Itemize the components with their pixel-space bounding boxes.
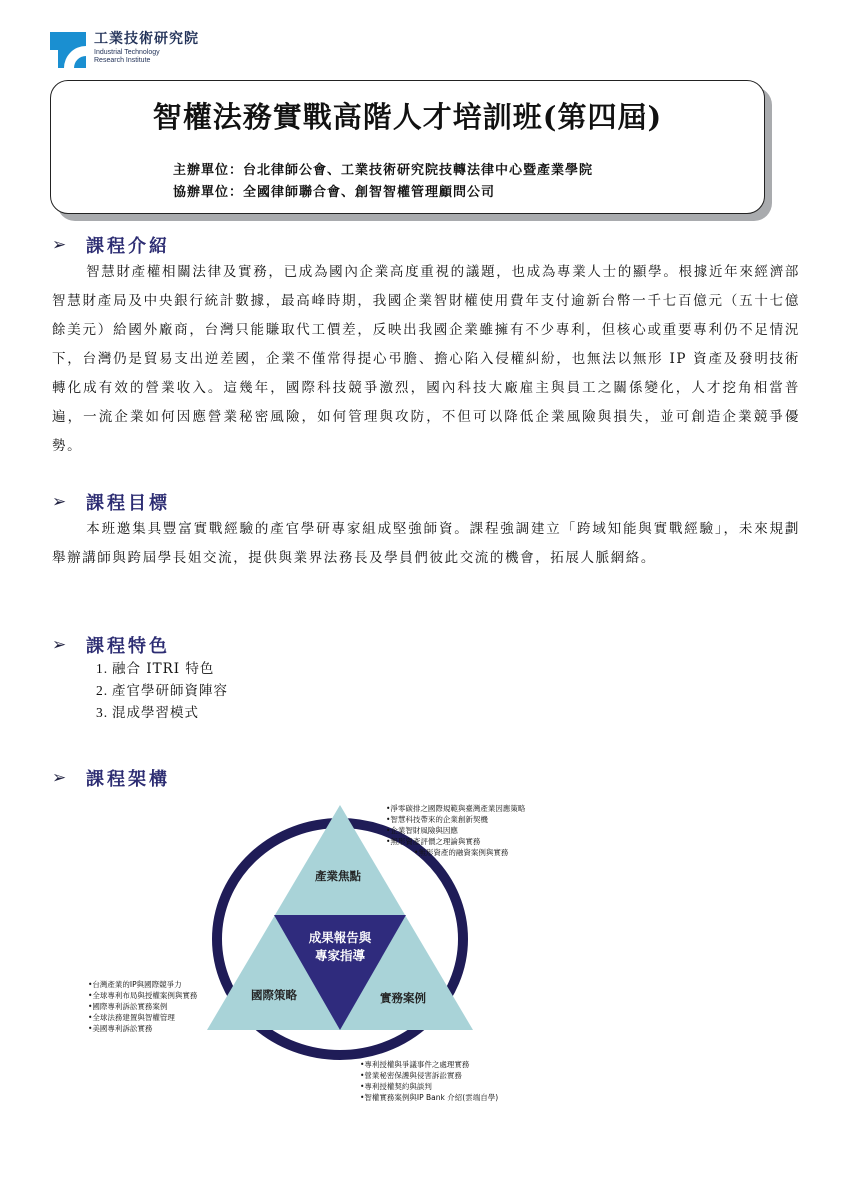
list-item: 3. 混成學習模式 [96,702,228,724]
section-heading-goals [52,489,170,515]
goals-heading: 課程目標 [86,493,170,514]
logo-name-en-line1: Industrial Technology [94,49,160,56]
list-item: 2. 產官學研師資陣容 [96,680,228,702]
arrow-bullet-icon: ➢ [52,235,67,255]
arrow-bullet-icon: ➢ [52,635,67,655]
center-label-line2: 專家指導 [314,948,366,963]
section-heading-intro [52,232,170,258]
bottom-bullet: •專利授權契約與談判 [360,1082,432,1091]
arrow-bullet-icon: ➢ [52,768,67,788]
feature-text: 產官學研師資陣容 [112,683,228,699]
bottom-bullet: •營業秘密保護與侵害訴訟實務 [360,1071,462,1080]
itri-logo [50,32,199,68]
features-list [96,658,228,724]
intro-body: 智慧財產權相關法律及實務，已成為國內企業高度重視的議題，也成為專業人士的顯學。根據近年來經濟部智慧財產局及中央銀行統計數據，最高峰時期，我國企業智財權使用費年支付逾新台幣一千七百億元（五十七億餘美元）給國外廠商，台灣只能賺取代工價差，反映出我國企業雖擁有不少專利，但核心或重要專利仍不足情況下，台灣仍是貿易支出逆差國，企業不僅常得提心弔膽、擔心陷入侵權糾紛，也無法以無形 IP 資產及發明技術轉化成有效的營業收入。這幾年，國際科技競爭激烈，國內科技大廠雇主與員工之關係變化，人才挖角相當普遍，一流企業如何因應營業秘密風險，如何管理與攻防，不但可以降低企業風險與損失，並可創造企業競爭優勢。 [52,264,800,454]
section-heading-features [52,632,170,658]
intro-heading: 課程介紹 [86,236,170,257]
logo-name-en-line2: Research Institute [94,57,151,64]
center-label-line1: 成果報告與 [308,930,372,945]
feature-text: 融合 ITRI 特色 [112,661,215,677]
bottom-bullet: •專利授權與爭議事件之處理實務 [360,1060,470,1069]
top-bullet: •淨零碳排之國際規範與臺灣產業因應策略 [386,804,526,813]
top-bullet: •智慧科技帶來的企業創新契機 [386,815,488,824]
intro-paragraph [52,258,800,461]
course-title: 智權法務實戰高階人才培訓班(第四屆) [152,100,663,134]
title-box [50,80,765,214]
top-bullet: •無形資產的融資案例與實務 [414,848,509,857]
itri-logo-icon [50,32,86,68]
goals-body: 本班邀集具豐富實戰經驗的產官學研專家組成堅強師資。課程強調建立「跨域知能與實戰經驗」，未來規劃舉辦講師與跨屆學長姐交流，提供與業界法務長及學員們彼此交流的機會，拓展人脈網絡。 [52,521,800,566]
goals-paragraph [52,515,800,573]
co-organizer-line: 協辦單位：全國律師聯合會、創智智權管理顧問公司 [173,185,496,200]
left-bullet: •美國專利訴訟實務 [88,1024,153,1033]
left-label: 國際策略 [251,988,297,1002]
list-item: 1. 融合 ITRI 特色 [96,658,228,680]
top-bullet: •無形資產評價之理論與實務 [386,837,481,846]
organizer-line: 主辦單位：台北律師公會、工業技術研究院技轉法律中心暨產業學院 [173,163,594,178]
arrow-bullet-icon: ➢ [52,492,67,512]
structure-heading: 課程架構 [86,769,170,790]
left-bullet: •全球專利布局與授權案例與實務 [88,991,198,1000]
left-bullet: •全球法務建置與智權管理 [88,1013,175,1022]
features-heading: 課程特色 [86,636,170,657]
left-bullet: •台灣產業的IP與國際競爭力 [88,980,182,989]
logo-name-cn: 工業技術研究院 [94,31,199,47]
bottom-bullet: •智權實務案例與IP Bank 介紹(雲端自學) [360,1093,499,1102]
left-bullet: •國際專利訴訟實務案例 [88,1002,168,1011]
course-structure-diagram [0,790,843,1120]
top-bullet: •企業智財風險與因應 [386,826,458,835]
section-heading-structure [52,765,170,791]
right-label: 實務案例 [380,991,426,1005]
feature-text: 混成學習模式 [112,705,199,721]
top-label: 產業焦點 [315,869,361,883]
